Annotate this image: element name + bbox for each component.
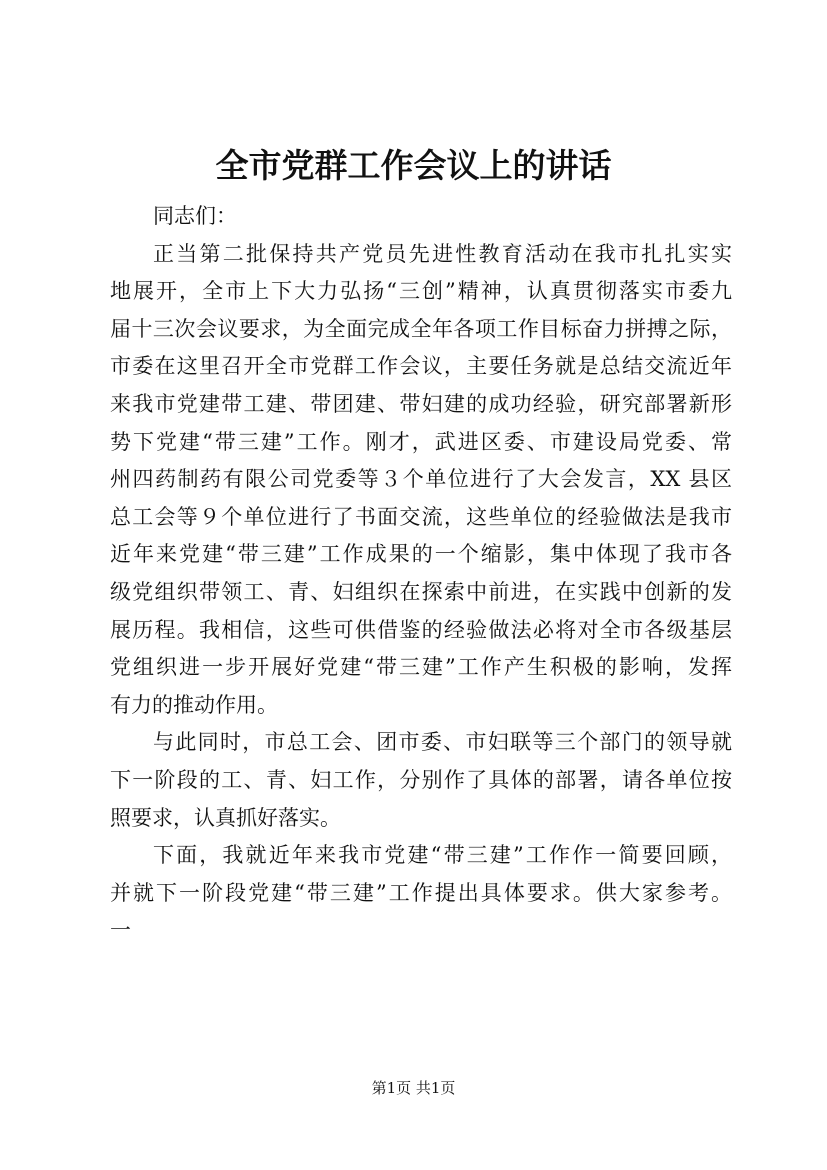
paragraph-line: 照要求，认真抓好落实。 <box>110 805 341 830</box>
paragraph-line: 级党组织带领工、青、妇组织在探索中前进，在实践中创新的发 <box>110 579 732 604</box>
paragraph-2 <box>110 724 732 837</box>
paragraph-line: 党组织进一步开展好党建“带三建”工作产生积极的影响，发挥 <box>110 655 732 680</box>
paragraph-line: 州四药制药有限公司党委等３个单位进行了大会发言，XX 县区 <box>110 467 732 492</box>
page-title: 全市党群工作会议上的讲话 <box>215 146 612 185</box>
paragraph-line: 正当第二批保持共产党员先进性教育活动在我市扎扎实实 <box>153 241 732 266</box>
salutation: 同志们： <box>153 204 237 228</box>
paragraph-line: 近年来党建“带三建”工作成果的一个缩影，集中体现了我市各 <box>110 542 732 567</box>
paragraph-line: 地展开，全市上下大力弘扬“三创”精神，认真贯彻落实市委九 <box>110 279 732 304</box>
paragraph-line: 总工会等９个单位进行了书面交流，这些单位的经验做法是我市 <box>110 504 732 529</box>
paragraph-line: 展历程。我相信，这些可供借鉴的经验做法必将对全市各级基层 <box>110 617 732 642</box>
paragraph-line: 下面，我就近年来我市党建“带三建”工作作一简要回顾， <box>153 843 732 868</box>
paragraph-line: 势下党建“带三建”工作。刚才，武进区委、市建设局党委、常 <box>110 429 732 454</box>
paragraph-line: 下一阶段的工、青、妇工作，分别作了具体的部署，请各单位按 <box>110 767 732 792</box>
paragraph-3 <box>110 837 732 950</box>
paragraph-line: 届十三次会议要求，为全面完成全年各项工作目标奋力拼搏之际， <box>110 316 732 341</box>
page-number-footer: 第1页 共1页 <box>371 1079 456 1097</box>
paragraph-line: 市委在这里召开全市党群工作会议，主要任务就是总结交流近年 <box>110 354 732 379</box>
document-body <box>110 198 732 950</box>
paragraph-line: 来我市党建带工建、带团建、带妇建的成功经验，研究部署新形 <box>110 391 732 416</box>
paragraph-1 <box>110 236 732 725</box>
paragraph-line: 有力的推动作用。 <box>110 692 278 717</box>
paragraph-line: 与此同时，市总工会、团市委、市妇联等三个部门的领导就 <box>153 730 732 755</box>
paragraph-line: 并就下一阶段党建“带三建”工作提出具体要求。供大家参考。 <box>110 880 732 905</box>
paragraph-line: 一 <box>110 918 131 943</box>
